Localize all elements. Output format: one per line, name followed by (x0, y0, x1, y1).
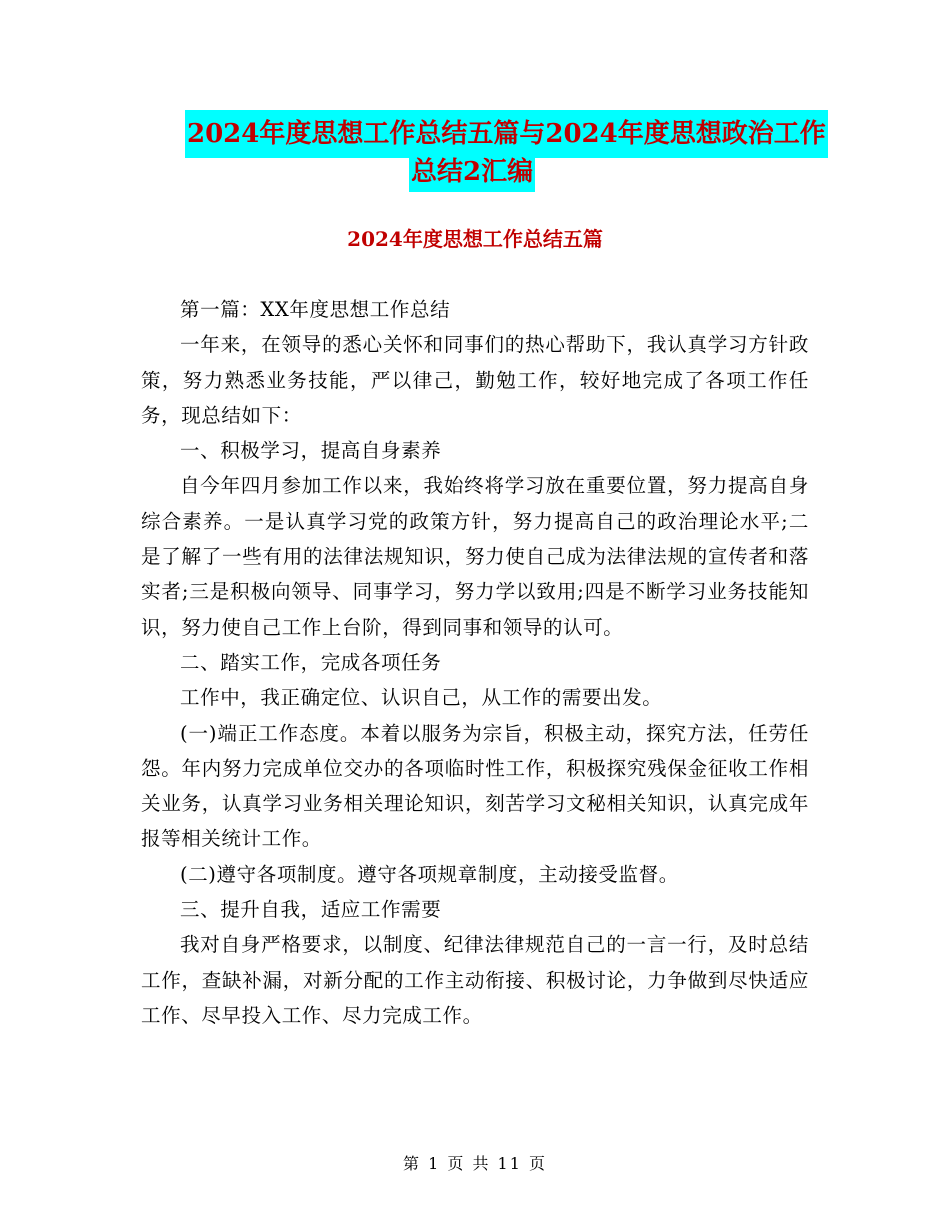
document-body (141, 292, 809, 1033)
section-title: 2024年度思想工作总结五篇 (347, 227, 603, 251)
paragraph: (二)遵守各项制度。遵守各项规章制度，主动接受监督。 (180, 862, 679, 886)
paragraph: 我对自身严格要求，以制度、纪律法律规范自己的一言一行，及时总结工作，查缺补漏，对新分配的工作主动衔接、积极讨论，力争做到尽快适应工作、尽早投入工作、尽力完成工作。 (141, 933, 809, 1027)
paragraph: (一)端正工作态度。本着以服务为宗旨，积极主动，探究方法，任劳任怨。年内努力完成单位交办的各项临时性工作，积极探究残保金征收工作相关业务，认真学习业务相关理论知识，刻苦学习文秘相关知识，认真完成年报等相关统计工作。 (141, 721, 809, 851)
paragraph: 第一篇：XX年度思想工作总结 (180, 298, 451, 321)
paragraph: 一年来，在领导的悉心关怀和同事们的热心帮助下，我认真学习方针政策，努力熟悉业务技能，严以律己，勤勉工作，较好地完成了各项工作任务，现总结如下： (141, 333, 809, 427)
title-line-2: 总结2汇编 (409, 152, 535, 192)
title-line-1: 2024年度思想工作总结五篇与2024年度思想政治工作 (185, 110, 828, 158)
paragraph: 二、踏实工作，完成各项任务 (180, 650, 442, 674)
paragraph: 一、积极学习，提高自身素养 (180, 439, 442, 463)
paragraph: 自今年四月参加工作以来，我始终将学习放在重要位置，努力提高自身综合素养。一是认真学习党的政策方针，努力提高自己的政治理论水平;二是了解了一些有用的法律法规知识，努力使自己成为法律法规的宣传者和落实者;三是积极向领导、同事学习，努力学以致用;四是不断学习业务技能知识，努力使自己工作上台阶，得到同事和领导的认可。 (141, 474, 809, 639)
paragraph: 工作中，我正确定位、认识自己，从工作的需要出发。 (180, 686, 663, 710)
page-footer: 第 1 页 共 11 页 (403, 1154, 547, 1173)
paragraph: 三、提升自我，适应工作需要 (180, 898, 442, 922)
